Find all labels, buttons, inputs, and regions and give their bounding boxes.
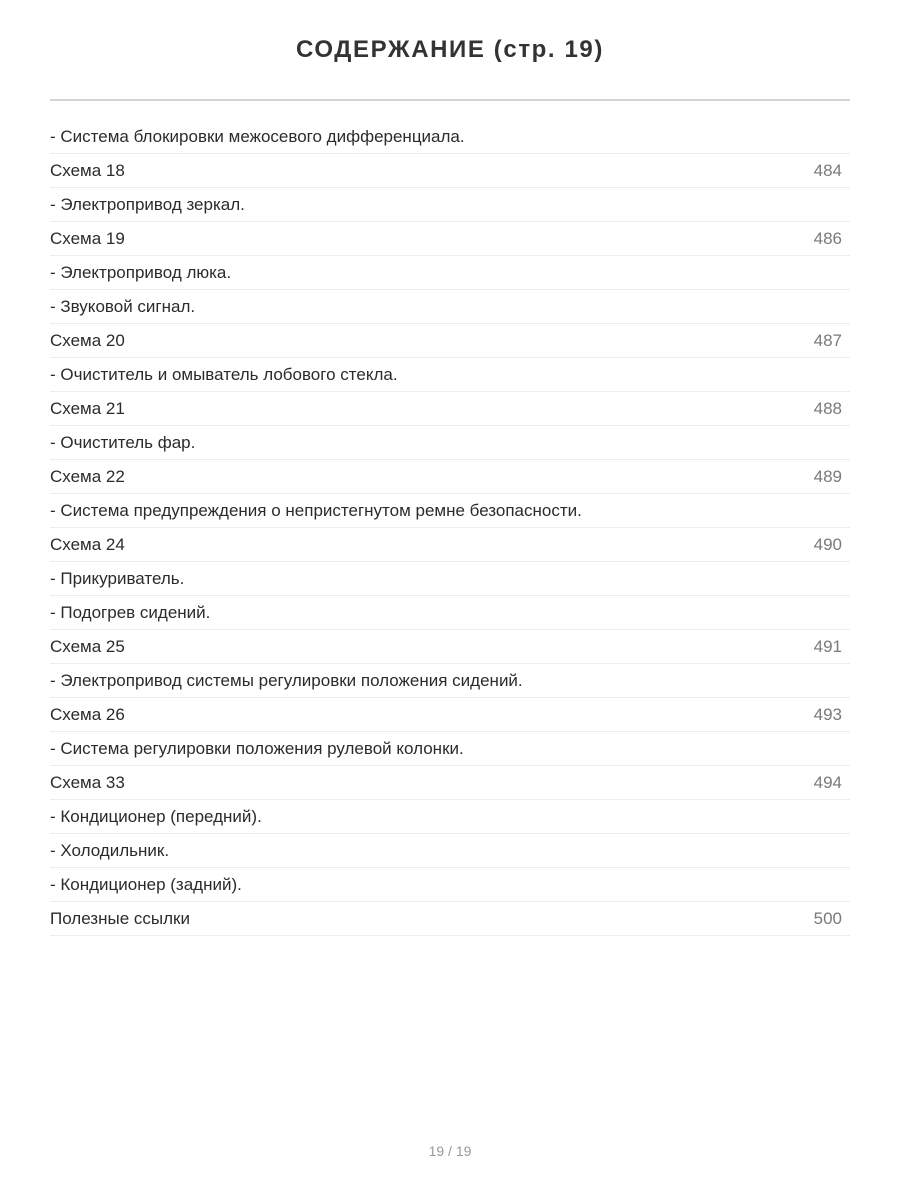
toc-page-number: 484: [813, 161, 842, 180]
toc-row[interactable]: [50, 290, 850, 324]
toc-entry-label: - Очиститель и омыватель лобового стекла.: [50, 365, 398, 384]
toc-page-number: 488: [813, 399, 842, 418]
toc-row[interactable]: [50, 732, 850, 766]
page-title: СОДЕРЖАНИЕ (стр. 19): [296, 36, 604, 63]
toc-page-number: 487: [813, 331, 842, 350]
toc-row[interactable]: [50, 256, 850, 290]
toc-row[interactable]: [50, 392, 850, 426]
toc-row[interactable]: [50, 800, 850, 834]
toc-entry-label: - Электропривод системы регулировки положения сидений.: [50, 671, 523, 690]
toc-row[interactable]: [50, 358, 850, 392]
toc-row[interactable]: [50, 460, 850, 494]
toc-page-number: 486: [813, 229, 842, 248]
toc-page-number: 490: [813, 535, 842, 554]
toc-entry-label: Схема 24: [50, 535, 125, 554]
toc-entry-label: - Электропривод люка.: [50, 263, 232, 282]
toc-entry-label: Схема 18: [50, 161, 125, 180]
toc-row[interactable]: [50, 188, 850, 222]
toc-entry-label: Схема 22: [50, 467, 125, 486]
toc-entry-label: - Система предупреждения о непристегнутом ремне безопасности.: [50, 501, 582, 520]
toc-page-number: 493: [813, 705, 842, 724]
toc-entry-label: - Подогрев сидений.: [50, 603, 211, 622]
toc-page-number: 491: [813, 637, 842, 656]
toc-row[interactable]: [50, 698, 850, 732]
toc-entry-label: Схема 33: [50, 773, 125, 792]
toc-entry-label: - Электропривод зеркал.: [50, 195, 245, 214]
toc-entry-label: Схема 26: [50, 705, 125, 724]
toc-row[interactable]: [50, 528, 850, 562]
toc-row[interactable]: [50, 494, 850, 528]
toc-row[interactable]: [50, 596, 850, 630]
toc-list: [50, 120, 850, 936]
toc-row[interactable]: [50, 426, 850, 460]
toc-row[interactable]: [50, 630, 850, 664]
toc-row[interactable]: [50, 222, 850, 256]
toc-entry-label: - Система регулировки положения рулевой колонки.: [50, 739, 464, 758]
toc-entry-label: Схема 19: [50, 229, 125, 248]
toc-entry-label: - Система блокировки межосевого дифференциала.: [50, 127, 465, 146]
toc-row[interactable]: [50, 834, 850, 868]
toc-row[interactable]: [50, 154, 850, 188]
toc-row[interactable]: [50, 902, 850, 936]
toc-row[interactable]: [50, 562, 850, 596]
toc-entry-label: Полезные ссылки: [50, 909, 190, 928]
toc-entry-label: - Звуковой сигнал.: [50, 297, 196, 316]
toc-entry-label: - Кондиционер (передний).: [50, 807, 262, 826]
toc-entry-label: Схема 21: [50, 399, 125, 418]
toc-row[interactable]: [50, 324, 850, 358]
toc-row[interactable]: [50, 120, 850, 154]
title-divider: [50, 99, 850, 101]
toc-row[interactable]: [50, 664, 850, 698]
toc-entry-label: - Прикуриватель.: [50, 569, 185, 588]
toc-row[interactable]: [50, 868, 850, 902]
page-indicator: 19 / 19: [428, 1143, 472, 1159]
toc-entry-label: - Очиститель фар.: [50, 433, 196, 452]
toc-row[interactable]: [50, 766, 850, 800]
toc-entry-label: - Холодильник.: [50, 841, 170, 860]
toc-entry-label: Схема 20: [50, 331, 125, 350]
toc-page-number: 500: [813, 909, 842, 928]
toc-page-number: 489: [813, 467, 842, 486]
toc-page-number: 494: [813, 773, 842, 792]
toc-entry-label: - Кондиционер (задний).: [50, 875, 242, 894]
toc-entry-label: Схема 25: [50, 637, 125, 656]
